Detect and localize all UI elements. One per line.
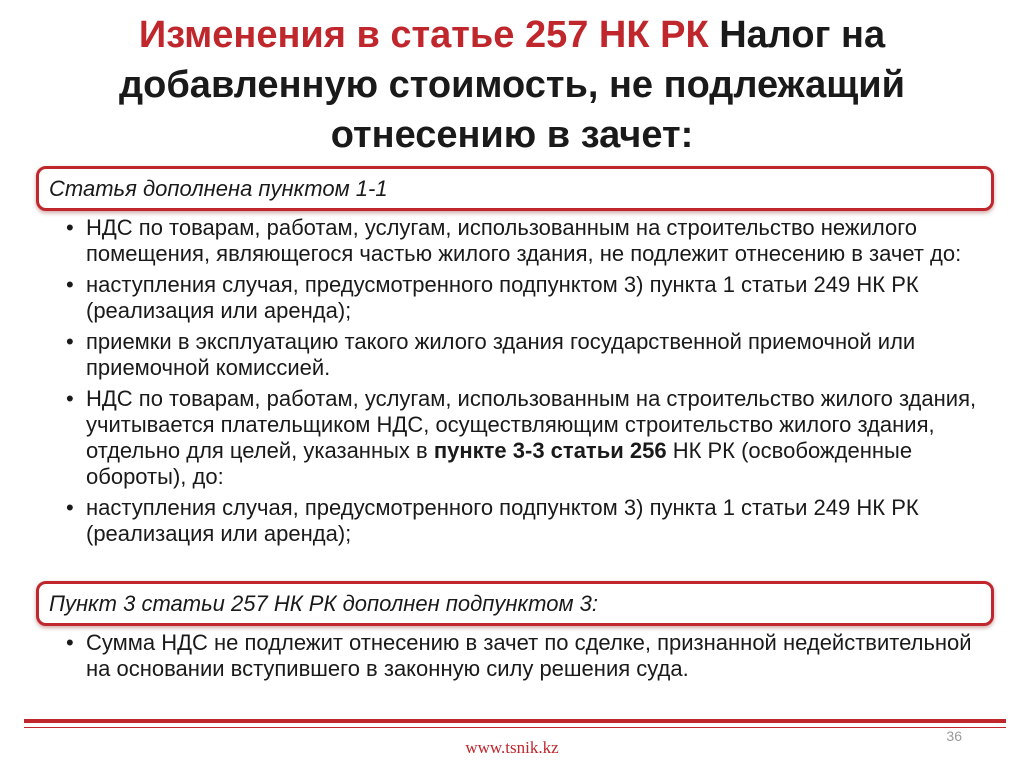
- bullet-icon: •: [66, 272, 74, 297]
- list-item: • НДС по товарам, работам, услугам, использованным на строительство жилого здания, учитывается плательщиком НДС, осуществляющим строительство жилого здания, отдельно для целей, указанных в пункте 3-3 статьи 256 НК РК (освобожденные обороты), до:: [66, 386, 977, 489]
- bold-reference: пункте 3-3 статьи 256: [433, 438, 667, 463]
- bullet-icon: •: [66, 495, 74, 520]
- list-item: • наступления случая, предусмотренного подпунктом 3) пункта 1 статьи 249 НК РК (реализация или аренда);: [66, 272, 919, 323]
- section-header-1: [36, 166, 994, 211]
- section-1-list: [62, 215, 992, 552]
- list-item: • приемки в эксплуатацию такого жилого здания государственной приемочной или приемочной комиссией.: [66, 329, 916, 380]
- bullet-icon: •: [66, 329, 74, 354]
- footer-divider-thin: [24, 727, 1006, 728]
- title-rest: Налог на добавленную стоимость, не подлежащий отнесению в зачет:: [119, 14, 905, 156]
- bullet-icon: •: [66, 386, 74, 411]
- section-2-list: [62, 630, 992, 687]
- slide-title: [60, 10, 964, 160]
- title-accent: Изменения в статье 257 НК РК: [138, 14, 709, 56]
- list-item: • наступления случая, предусмотренного подпунктом 3) пункта 1 статьи 249 НК РК (реализация или аренда);: [66, 495, 919, 546]
- section-header-2: [36, 581, 994, 626]
- list-item: • Сумма НДС не подлежит отнесению в зачет по сделке, признанной недействительной на основании вступившего в законную силу решения суда.: [66, 630, 972, 681]
- page-number: 36: [946, 728, 962, 744]
- website-link[interactable]: www.tsnik.kz: [465, 738, 559, 757]
- section-header-1-text: Статья дополнена пунктом 1-1: [49, 176, 388, 201]
- footer-divider: [24, 719, 1006, 723]
- section-header-2-text: Пункт 3 статьи 257 НК РК дополнен подпунктом 3:: [49, 591, 598, 616]
- list-item: • НДС по товарам, работам, услугам, использованным на строительство нежилого помещения, являющегося частью жилого здания, не подлежит отнесению в зачет до:: [66, 215, 962, 266]
- bullet-icon: •: [66, 215, 74, 240]
- bullet-icon: •: [66, 630, 74, 655]
